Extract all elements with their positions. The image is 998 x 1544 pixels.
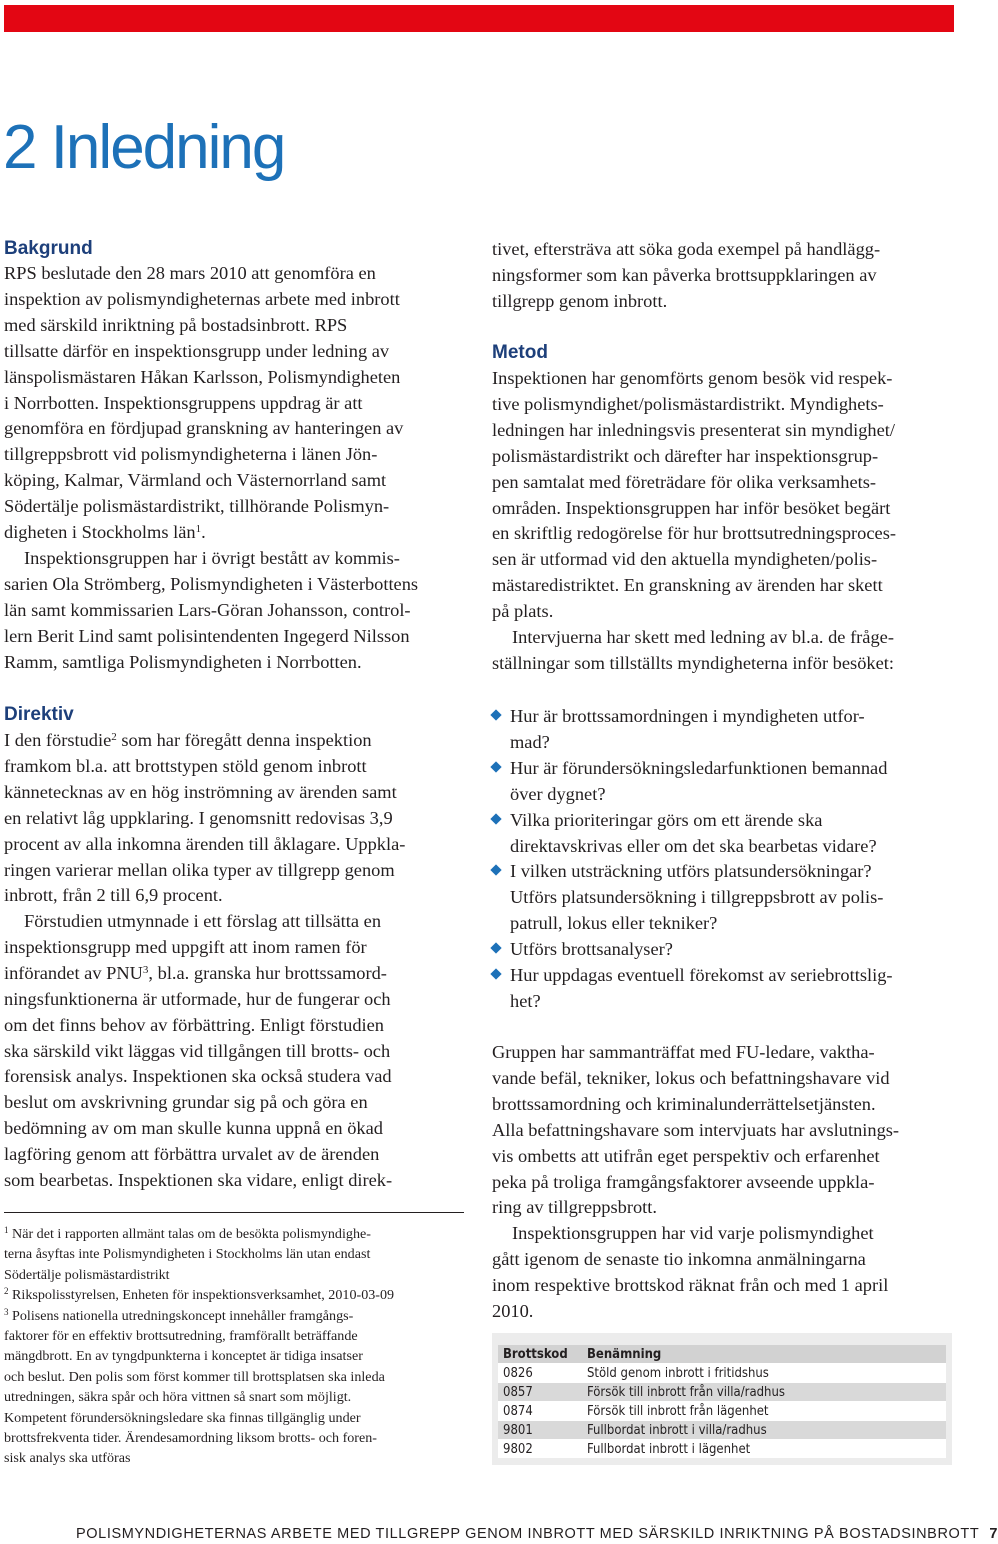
metod-paragraph: Inspektionen har genomförts genom besök vid respek- tive polismyndighet/polismästardistrikt. Myndighets- ledningen har inledningsvis presenterat sin myndighet/ polismästardistrikt och därefter har inspektionsgrup- pen samtalat med företrädare för olika verksamhets- områden. Inspektionsgruppen har inför besöket begärt en skriftlig redogörelse för hur brottsutredningsproces- sen är utformad vid den aktuella myndigheten/polis- mästaredistriktet. En granskning av ärenden har skett på plats. Intervjuerna har skett med ledning av bl.a. de fråge- ställningar som tillställts myndigheterna inför besöket: (492, 368, 896, 673)
heading-bakgrund: Bakgrund (4, 238, 93, 259)
heading-metod: Metod (492, 342, 548, 363)
diamond-bullet-icon (490, 761, 501, 772)
list-item: Vilka prioriteringar görs om ett ärende ska direktavskrivas eller om det ska bearbetas vidare? (492, 808, 893, 860)
crime-code-table (498, 1345, 946, 1458)
table-row: 0857 Försök till inbrott från villa/radhus (498, 1383, 946, 1402)
diamond-bullet-icon (490, 709, 501, 720)
diamond-bullet-icon (490, 865, 501, 876)
question-list (492, 704, 893, 1015)
footnote-3: $^3$ Polisens nationella utredningskoncept innehåller framgångs- (4, 1306, 354, 1324)
direktiv-paragraph-2: Förstudien utmynnade i ett förslag att tillsätta en inspektionsgrupp med uppgift att inom ramen för införandet av PNU$^3$, bl.a. granska hur brottssamord- ningsfunktionerna är utformade, hur de fungerar och om det finns behov av förbättring. Enligt förstudien ska särskild vikt läggas vid tillgången till brotts- och forensisk analys. Inspektionen ska också studera vad beslut om avskrivning grundar sig på och göra en bedömning av om man skulle kunna uppnå en ökad lagföring genom att förbättra urvalet av de ärenden som bearbetas. Inspektionen ska vidare, enligt direk- (4, 911, 393, 1191)
heading-direktiv: Direktiv (4, 704, 74, 725)
footnote-ref-2: 2 (111, 731, 117, 743)
page-footer (76, 1526, 998, 1542)
footnote-divider (4, 1212, 464, 1213)
table-row: 9802 Fullbordat inbrott i lägenhet (498, 1440, 946, 1459)
footer-title: POLISMYNDIGHETERNAS ARBETE MED TILLGREPP GENOM INBROTT MED SÄRSKILD INRIKTNING PÅ BOSTADSINBROTT (76, 1526, 980, 1542)
footnotes: $^1$ När det i rapporten allmänt talas om de besökta polismyndighe- terna åsyftas inte Polismyndigheten i Stockholms län utan endast Södertälje polismästardistrikt $^2$ Rikspolisstyrelsen, Enheten för inspektionsverksamhet, 2010-03-09 $^3$ Polisens nationella utredningskoncept innehåller framgångs- faktorer för en effektiv brottsutredning, framförallt beträffande mängdbrott. En av tyngdpunkterna i konceptet är tidiga insatser och beslut. Den polis som först kommer till brottsplatsen ska inleda utredningen, säkra spår och höra vittnen så snart som möjligt. Kompetent förundersökningsledare ska finnas tillgänglig under brottsfrekventa tider. Ärendesamordning liksom brotts- och foren- sisk analys ska utföras (4, 1224, 474, 1469)
footnote-2: $^2$ Rikspolisstyrelsen, Enheten för inspektionsverksamhet, 2010-03-09 (4, 1286, 395, 1304)
direktiv-paragraph: I den förstudie$^2$ som har föregått denna inspektion framkom bl.a. att brottstypen stöld genom inbrott kännetecknas av en hög inströmning av ärenden samt en relativt låg uppklaring. I genomsnitt redovisas 3,9 procent av alla inkomna ärenden till åklagare. Uppkla- ringen varierar mellan olika typer av tillgrepp genom inbrott, från 2 till 6,9 procent. (4, 730, 406, 906)
diamond-bullet-icon (490, 968, 501, 979)
table-row: 0874 Försök till inbrott från lägenhet (498, 1402, 946, 1421)
table-row: 9801 Fullbordat inbrott i villa/radhus (498, 1421, 946, 1440)
diamond-bullet-icon (490, 813, 501, 824)
list-item: I vilken utsträckning utförs platsundersökningar? Utförs platsundersökning i tillgreppsbrott av polis- patrull, lokus eller tekniker? (492, 859, 893, 937)
footnote-1: $^1$ När det i rapporten allmänt talas om de besökta polismyndighe- (4, 1225, 371, 1242)
diamond-bullet-icon (490, 942, 501, 953)
bakgrund-paragraph: RPS beslutade den 28 mars 2010 att genomföra en inspektion av polismyndigheternas arbete med inbrott med särskild inriktning på bostadsinbrott. RPS tillsatte därför en inspektionsgrupp under ledning av länspolismästaren Håkan Karlsson, Polismyndigheten i Norrbotten. Inspektionsgruppens uppdrag är att genomföra en fördjupad granskning av hanteringen av tillgreppsbrott vid polismyndigheterna i länen Jön- köping, Kalmar, Värmland och Västernorrland samt Södertälje polismästardistrikt, tillhörande Polismyn- digheten i Stockholms län$^1$. (4, 263, 404, 543)
outro-paragraph: Gruppen har sammanträffat med FU-ledare, vaktha- vande befäl, tekniker, lokus och befattningshavare vid brottssamordning och kriminalunderrättelsetjänsten. Alla befattningshavare som intervjuats har avslutnings- vis ombetts att utifrån eget perspektiv och erfarenhet peka på troliga framgångsfaktorer avseende uppkla- ring av tillgreppsbrott. Inspektionsgruppen har vid varje polismyndighet gått igenom de senaste tio inkomna anmälningarna inom respektive brottskod räknat från och med 1 april 2010. (492, 1042, 900, 1322)
list-item: Hur uppdagas eventuell förekomst av seriebrottslig- het? (492, 963, 893, 1015)
table-row: 0826 Stöld genom inbrott i fritidshus (498, 1364, 946, 1383)
page-number: 7 (989, 1526, 998, 1542)
top-red-bar (4, 5, 954, 32)
footnote-ref-1: 1 (195, 523, 202, 536)
list-item: Utförs brottsanalyser? (492, 937, 893, 963)
bakgrund-paragraph-2: Inspektionsgruppen har i övrigt bestått av kommis- sarien Ola Strömberg, Polismyndigheten i Västerbottens län samt kommissarien Lars-Göran Johansson, control- lern Berit Lind samt polisintendenten Ingegerd Nilsson Ramm, samtliga Polismyndigheten i Norrbotten. (4, 548, 419, 672)
crime-code-box (492, 1333, 952, 1465)
chapter-title: 2 Inledning (3, 113, 285, 182)
intro-paragraph: tivet, eftersträva att söka goda exempel på handlägg- ningsformer som kan påverka brottsuppklaringen av tillgrepp genom inbrott. (492, 239, 881, 311)
column-header-brottskod: Brottskod (498, 1345, 582, 1364)
footnote-ref-3: 3 (142, 963, 149, 976)
list-item: Hur är förundersökningsledarfunktionen bemannad över dygnet? (492, 756, 893, 808)
column-header-benamning: Benämning (582, 1345, 946, 1364)
list-item: Hur är brottssamordningen i myndigheten utfor- mad? (492, 704, 893, 756)
